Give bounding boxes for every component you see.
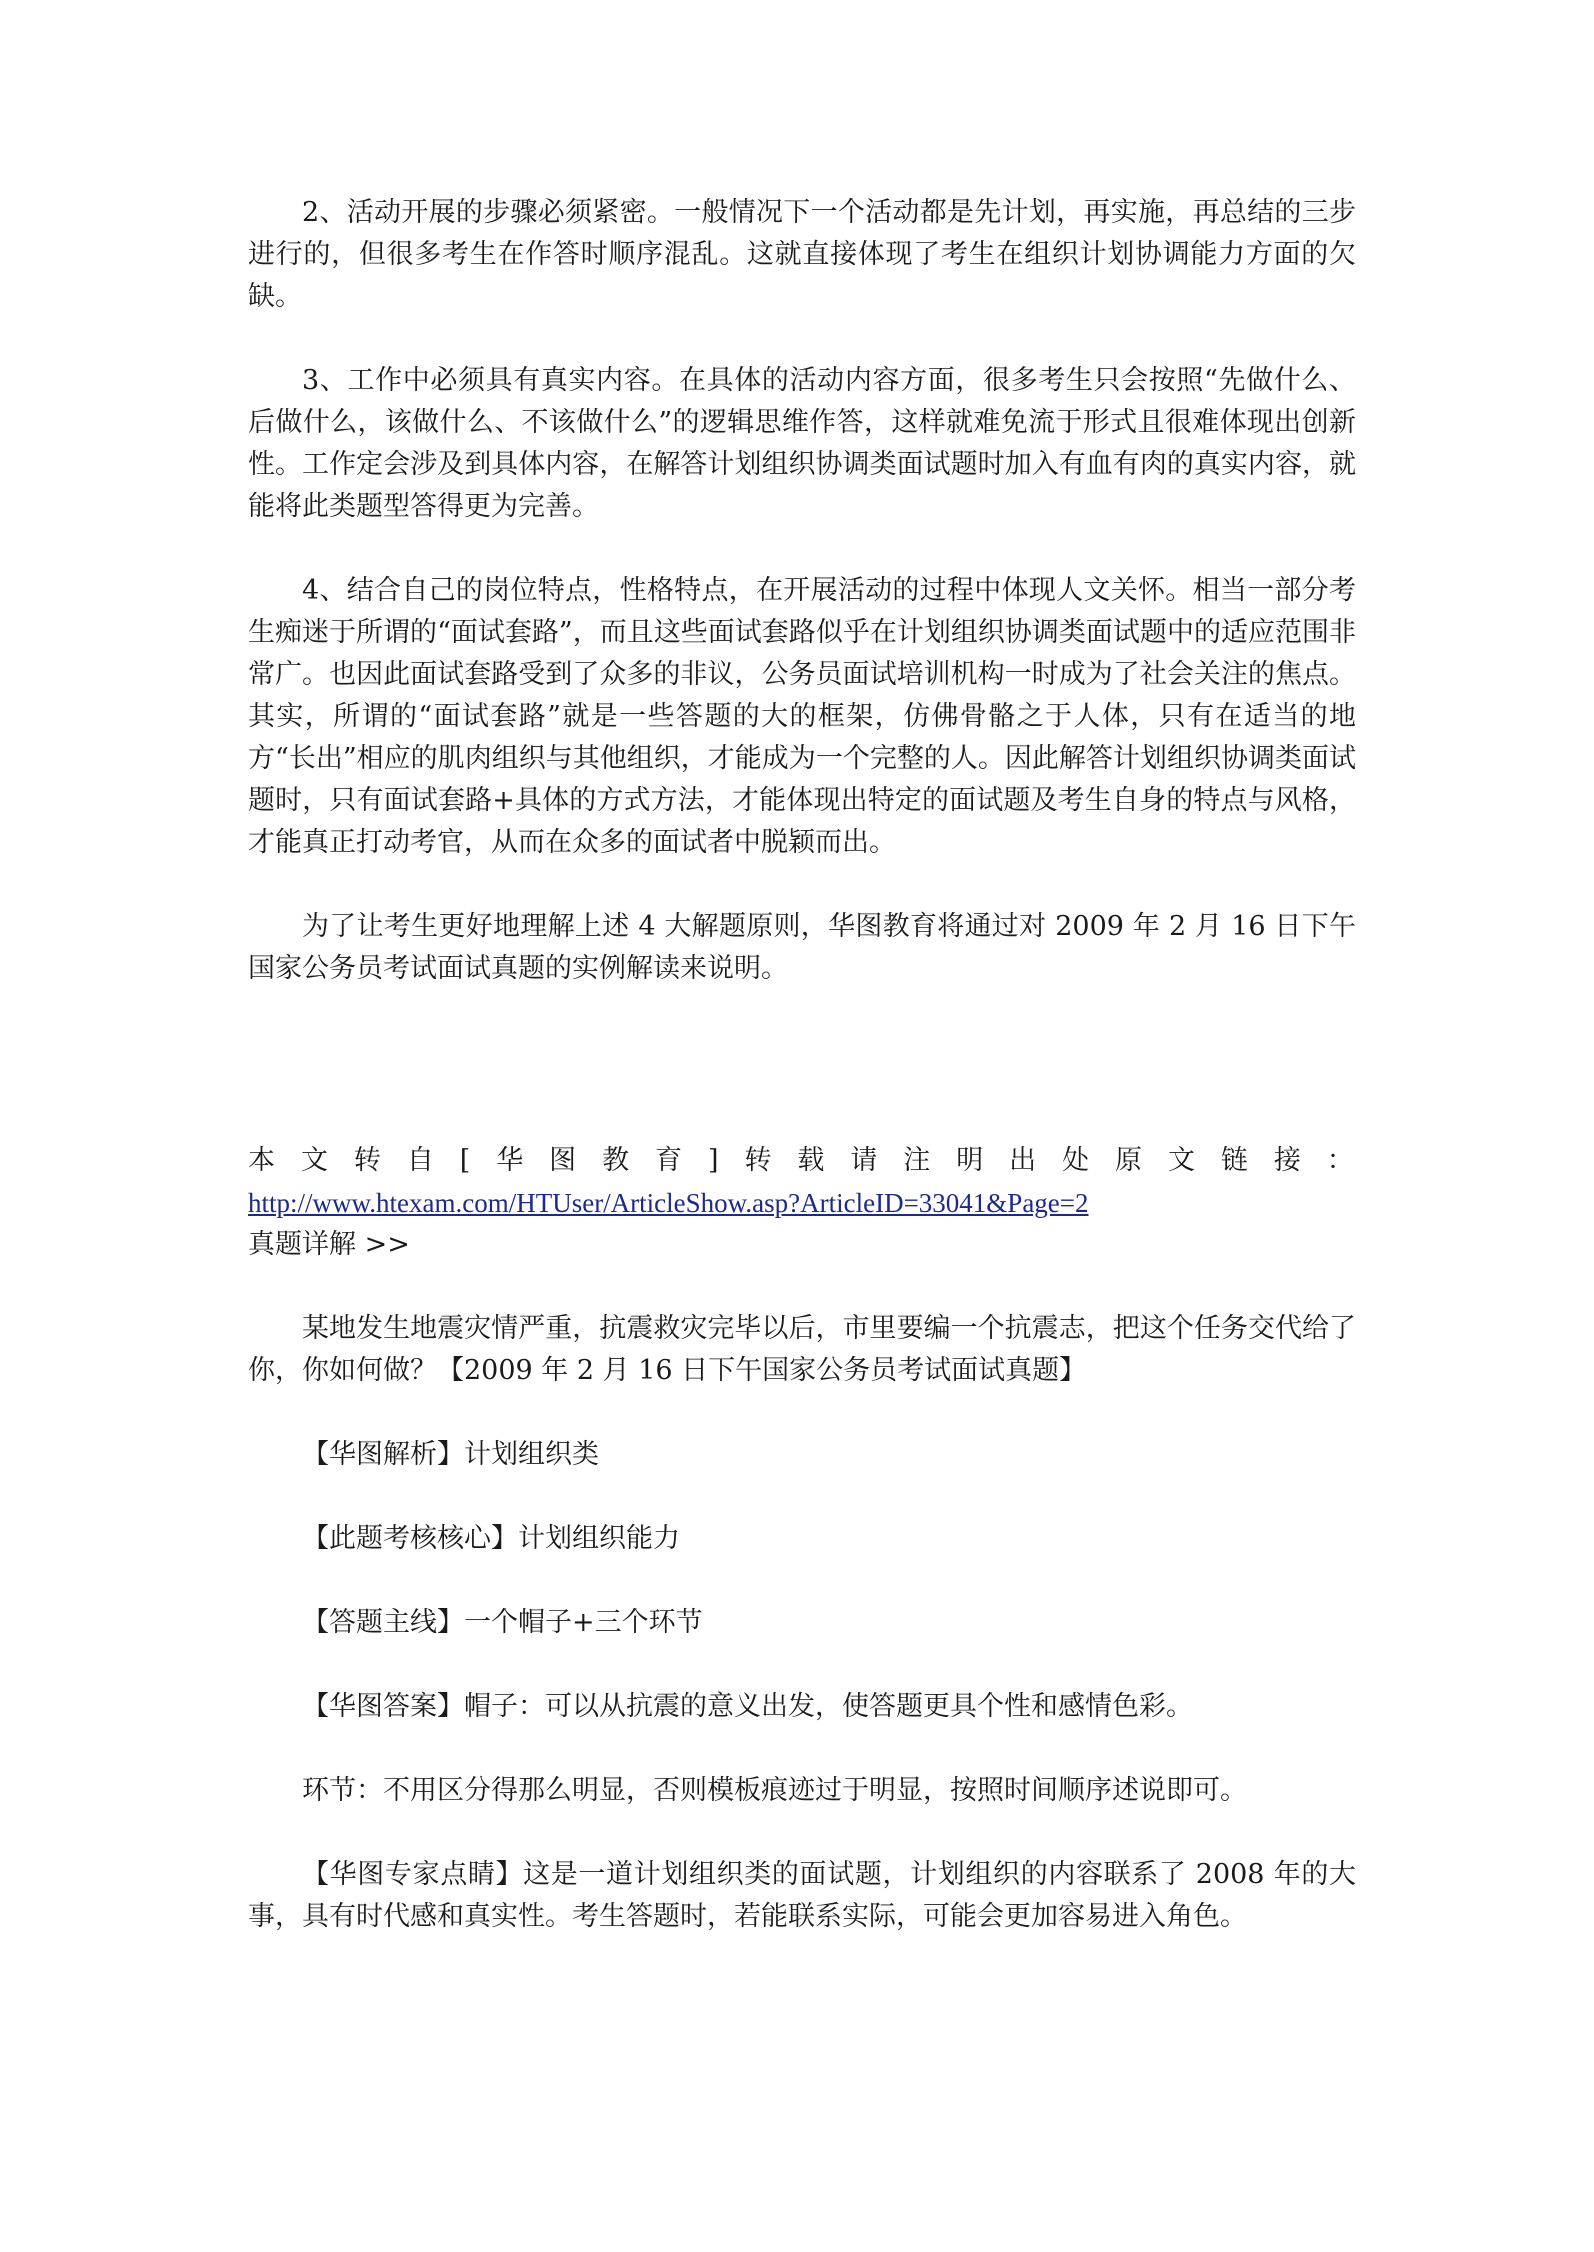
core-ability-line: 【此题考核核心】计划组织能力 — [302, 1523, 680, 1554]
answer-mainline: 【答题主线】一个帽子+三个环节 — [302, 1607, 703, 1638]
answer-line: 【华图答案】帽子：可以从抗震的意义出发，使答题更具个性和感情色彩。 — [302, 1691, 1193, 1722]
link-note-line: 环节：不用区分得那么明显，否则模板痕迹过于明显，按照时间顺序述说即可。 — [302, 1775, 1247, 1806]
document-page — [248, 192, 1356, 1938]
question-detail-label: 真题详解 >> — [248, 1229, 410, 1260]
paragraph-real-content: 3、工作中必须具有真实内容。在具体的活动内容方面，很多考生只会按照“先做什么、后做什么，该做什么、不该做什么”的逻辑思维作答，这样就难免流于形式且很难体现出创新性。工作定会涉及到具体内容，在解答计划组织协调类面试题时加入有血有肉的真实内容，就能将此类题型答得更为完善。 — [248, 365, 1356, 522]
paragraph-humanistic-care: 4、结合自己的岗位特点，性格特点，在开展活动的过程中体现人文关怀。相当一部分考生痴迷于所谓的“面试套路”，而且这些面试套路似乎在计划组织协调类面试题中的适应范围非常广。也因此面试套路受到了众多的非议，公务员面试培训机构一时成为了社会关注的焦点。其实，所谓的“面试套路”就是一些答题的大的框架，仿佛骨骼之于人体，只有在适当的地方“长出”相应的肌肉组织与其他组织，才能成为一个完整的人。因此解答计划组织协调类面试题时，只有面试套路+具体的方式方法，才能体现出特定的面试题及考生自身的特点与风格，才能真正打动考官，从而在众多的面试者中脱颖而出。 — [248, 575, 1356, 858]
source-attribution: 本 文 转 自 [ 华 图 教 育 ] 转 载 请 注 明 出 处 原 文 链 接 ： — [248, 1145, 1356, 1176]
expert-comment: 【华图专家点睛】这是一道计划组织类的面试题，计划组织的内容联系了 2008 年的大事，具有时代感和真实性。考生答题时，若能联系实际，可能会更加容易进入角色。 — [248, 1859, 1356, 1932]
paragraph-step-order: 2、活动开展的步骤必须紧密。一般情况下一个活动都是先计划，再实施，再总结的三步进行的，但很多考生在作答时顺序混乱。这就直接体现了考生在组织计划协调能力方面的欠缺。 — [248, 197, 1356, 312]
source-url-link[interactable]: http://www.htexam.com/HTUser/ArticleShow.asp?ArticleID=33041&Page=2 — [248, 1188, 1089, 1218]
analysis-line: 【华图解析】计划组织类 — [302, 1439, 599, 1470]
paragraph-explanation-intro: 为了让考生更好地理解上述 4 大解题原则，华图教育将通过对 2009 年 2 月 16 日下午国家公务员考试面试真题的实例解读来说明。 — [248, 911, 1356, 984]
question-text: 某地发生地震灾情严重，抗震救灾完毕以后，市里要编一个抗震志，把这个任务交代给了你，你如何做？【2009 年 2 月 16 日下午国家公务员考试面试真题】 — [248, 1313, 1356, 1386]
